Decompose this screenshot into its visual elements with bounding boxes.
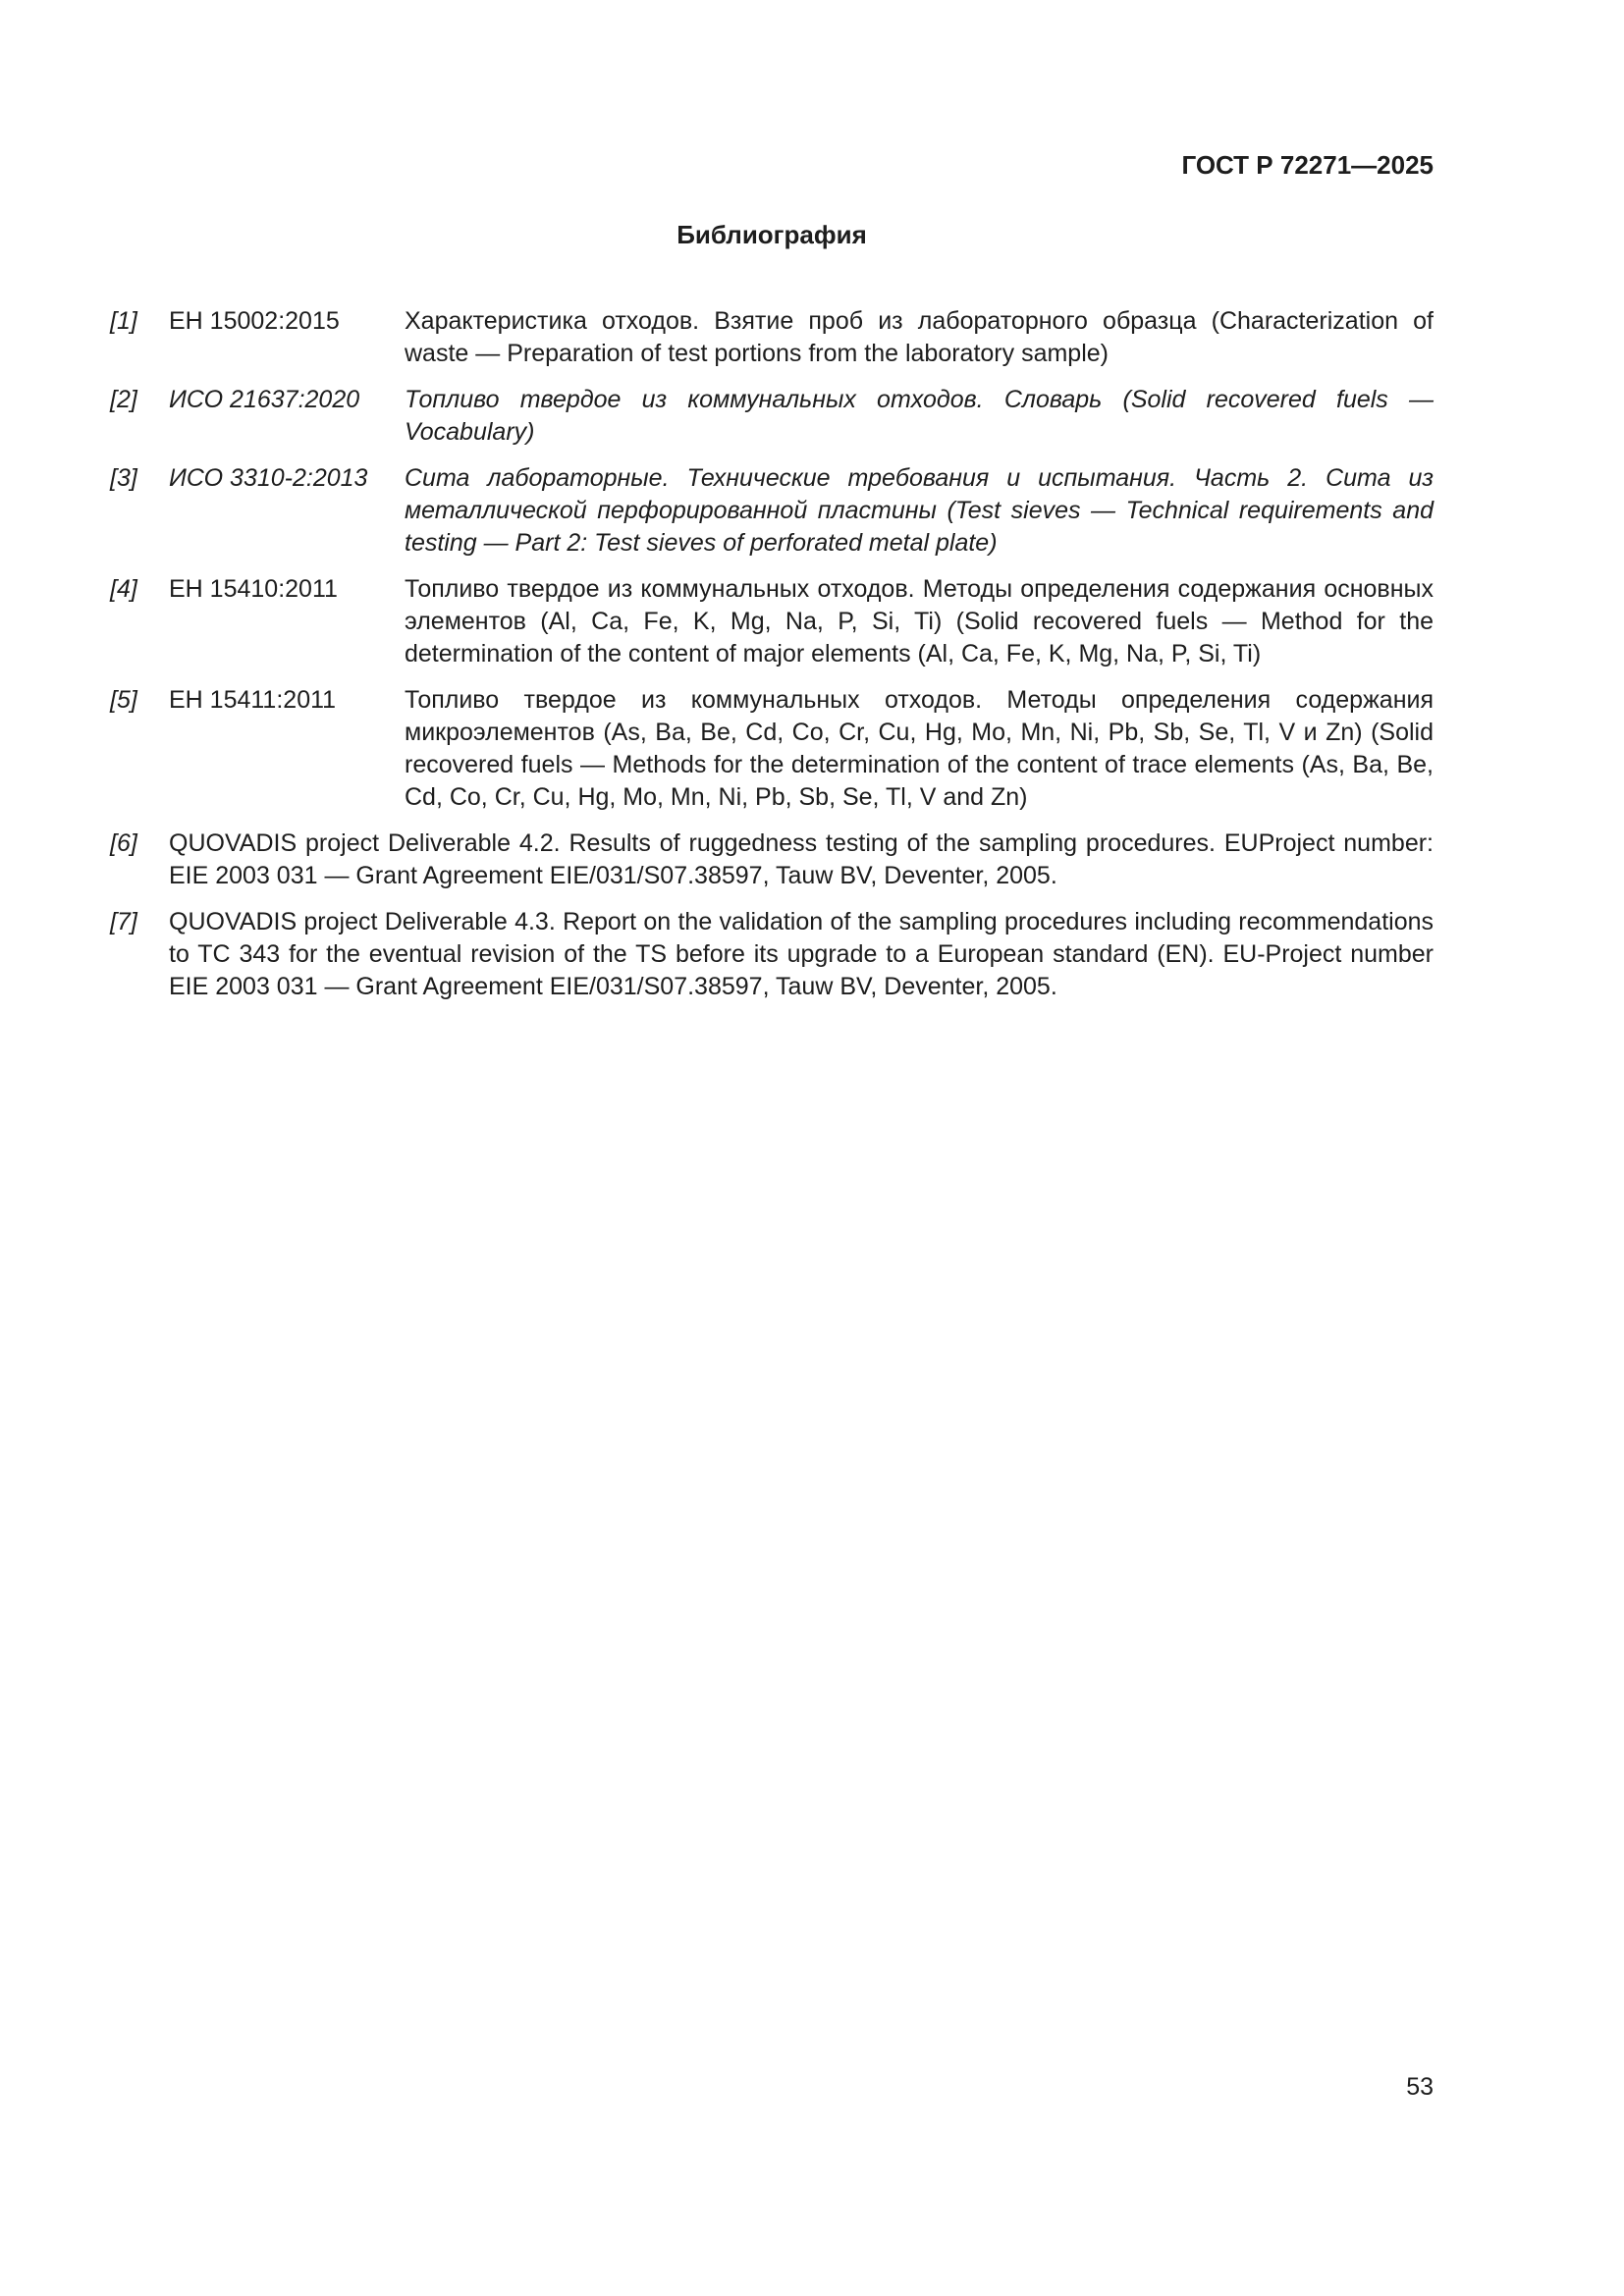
bibliography-entry [110,684,1434,814]
page-number: 53 [1406,2073,1434,2101]
entry-description: Сита лабораторные. Технические требования и испытания. Часть 2. Сита из металлической перфорированной пластины (Test sieves — Technical requirements and testing — Part 2: Test sieves of perforated metal plate) [405,464,1434,557]
entry-number: [1] [110,307,137,335]
bibliography-entry [110,384,1434,449]
standard-code-header: ГОСТ Р 72271—2025 [1181,150,1434,180]
bibliography-entry [110,573,1434,670]
entry-number: [3] [110,464,137,492]
entry-number: [4] [110,575,137,603]
bibliography-list [110,305,1434,1017]
bibliography-entry [110,305,1434,370]
entry-number: [2] [110,386,137,413]
entry-description: Топливо твердое из коммунальных отходов. Словарь (Solid recovered fuels — Vocabulary) [405,386,1434,446]
entry-description: Характеристика отходов. Взятие проб из лабораторного образца (Characterization of waste — Preparation of test portions from the laboratory sample) [405,307,1434,367]
entry-description: QUOVADIS project Deliverable 4.3. Report on the validation of the sampling procedures including recommendations to TC 343 for the eventual revision of the TS before its upgrade to a European standard (EN). EU-Project number EIE 2003 031 — Grant Agreement EIE/031/S07.38597, Tauw BV, Deventer, 2005. [169,908,1434,1000]
entry-reference-id: ЕН 15410:2011 [169,575,338,603]
entry-description: Топливо твердое из коммунальных отходов. Методы определения содержания основных элементов (Al, Ca, Fe, K, Mg, Na, P, Si, Ti) (Solid recovered fuels — Method for the determination of the content of major elements (Al, Ca, Fe, K, Mg, Na, P, Si, Ti) [405,575,1434,667]
entry-reference-id: ИСО 3310-2:2013 [169,464,368,492]
entry-reference-id: ИСО 21637:2020 [169,386,360,413]
page-title: Библиография [677,220,867,249]
entry-number: [5] [110,686,137,714]
entry-reference-id: ЕН 15411:2011 [169,686,337,714]
bibliography-entry [110,828,1434,892]
entry-number: [7] [110,908,137,935]
entry-reference-id: ЕН 15002:2015 [169,307,340,335]
bibliography-entry [110,906,1434,1003]
entry-description: Топливо твердое из коммунальных отходов. Методы определения содержания микроэлементов (As, Ba, Be, Cd, Co, Cr, Cu, Hg, Mo, Mn, Ni, Pb, Sb, Se, Tl, V и Zn) (Solid recovered fuels — Methods for the determination of the content of trace elements (As, Ba, Be, Cd, Co, Cr, Cu, Hg, Mo, Mn, Ni, Pb, Sb, Se, Tl, V and Zn) [405,686,1434,811]
entry-number: [6] [110,829,137,857]
entry-description: QUOVADIS project Deliverable 4.2. Results of ruggedness testing of the sampling procedures. EUProject number: EIE 2003 031 — Grant Agreement EIE/031/S07.38597, Tauw BV, Deventer, 2005. [169,829,1434,889]
bibliography-entry [110,462,1434,560]
